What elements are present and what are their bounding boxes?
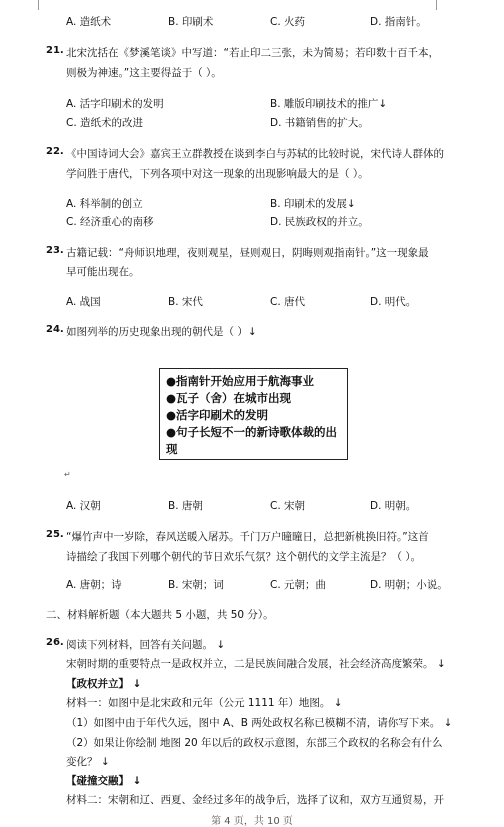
q20-option-b: B. 印刷术: [168, 16, 214, 28]
q23-option-a: A. 战国: [66, 296, 101, 308]
q25-number: 25.: [46, 529, 64, 540]
q26-subheading: 【碰撞交融】 ↓: [66, 775, 142, 787]
q22-option-a: A. 科举制的创立: [66, 198, 143, 210]
q26-line: （2）如果让你绘制 地图 20 年以后的政权示意图，东部三个政权的名称会有什么: [66, 737, 443, 749]
q26-line: 材料二：宋朝和辽、西夏、金经过多年的战争后，选择了议和，双方互通贸易，开: [66, 794, 444, 806]
q20-option-d: D. 指南针。: [370, 16, 427, 28]
q26-line: 变化？ ↓: [66, 756, 110, 768]
q24-box-item: ●瓦子（舍）在城市出现: [166, 391, 292, 405]
q23-option-b: B. 宋代: [168, 296, 203, 308]
q23-stem-line2: 早可能出现在。: [66, 266, 140, 278]
q23-number: 23.: [46, 245, 64, 256]
q25-option-b: B. 宋朝；词: [168, 579, 224, 591]
q24-box-item: ●指南针开始应用于航海事业: [166, 374, 315, 388]
q22-stem-line1: 《中国诗词大会》嘉宾王立群教授在谈到李白与苏轼的比较时说，宋代诗人群体的: [66, 148, 444, 160]
q26-line: 宋朝时期的重要特点一是政权并立，二是民族间融合发展，社会经济高度繁荣。 ↓: [66, 658, 446, 670]
q25-stem-line1: “爆竹声中一岁除，春风送暖入屠苏。千门万户曈曈日，总把新桃换旧符。”这首: [66, 531, 429, 543]
paragraph-mark: ↵: [64, 470, 71, 479]
q22-option-c: C. 经济重心的南移: [66, 216, 154, 228]
q25-stem-line2: 诗描绘了我国下列哪个朝代的节日欢乐气氛？这个朝代的文学主流是？（ ）。: [66, 551, 422, 563]
q24-figure-box: [159, 368, 348, 460]
q24-option-b: B. 唐朝: [168, 500, 203, 512]
page-footer: 第 4 页，共 10 页: [211, 816, 293, 827]
q20-option-a: A. 造纸术: [66, 16, 112, 28]
q20-option-c: C. 火药: [270, 16, 306, 28]
q24-option-c: C. 宋朝: [270, 500, 306, 512]
q22-number: 22.: [46, 146, 64, 157]
page-edge-left: [38, 0, 39, 10]
q23-option-d: D. 明代。: [370, 296, 417, 308]
q24-box-item: ●句子长短不一的新诗歌体裁的出现: [166, 425, 338, 456]
q21-option-d: D. 书籍销售的扩大。: [270, 117, 369, 129]
q25-option-d: D. 明朝；小说。: [370, 579, 448, 591]
q24-number: 24.: [46, 324, 64, 335]
q21-stem-line2: 则极为神速。”这主要得益于（ ）。: [66, 67, 222, 79]
section-heading: 二、材料解析题（本大题共 5 小题，共 50 分）。: [46, 609, 274, 621]
q25-option-a: A. 唐朝；诗: [66, 579, 122, 591]
q21-option-c: C. 造纸术的改进: [66, 117, 144, 129]
q26-line: 材料一：如图中是北宋政和元年（公元 1111 年）地图。 ↓: [66, 697, 343, 709]
q22-option-b: B. 印刷术的发展↓: [270, 198, 356, 210]
q21-option-b: B. 雕版印刷技术的推广↓: [270, 98, 388, 110]
q21-option-a: A. 活字印刷术的发明: [66, 98, 164, 110]
q26-line: （1）如图中由于年代久远，图中 A、B 两处政权名称已模糊不清，请你写下来。 ↓: [66, 717, 453, 729]
q26-subheading: 【政权并立】 ↓: [66, 678, 142, 690]
q21-number: 21.: [46, 45, 64, 56]
q25-option-c: C. 元朝；曲: [270, 579, 327, 591]
page-edge-right: [436, 0, 437, 10]
q26-line: 阅读下列材料，回答有关问题。 ↓: [66, 639, 226, 651]
q24-box-item: ●活字印刷术的发明: [166, 408, 269, 422]
q24-stem-line1: 如图列举的历史现象出现的朝代是（ ）↓: [66, 326, 257, 338]
q23-stem-line1: 古籍记载：“舟师识地理，夜则观星，昼则观日，阴晦则观指南针。”这一现象最: [66, 247, 429, 259]
q22-option-d: D. 民族政权的并立。: [270, 216, 369, 228]
q22-stem-line2: 学问胜于唐代，下列各项中对这一现象的出现影响最大的是（ ）。: [66, 168, 369, 180]
q24-option-d: D. 明朝。: [370, 500, 417, 512]
q21-stem-line1: 北宋沈括在《梦溪笔谈》中写道：“若止印二三张，未为简易；若印数十百千本，: [66, 47, 439, 59]
q23-option-c: C. 唐代: [270, 296, 306, 308]
q24-option-a: A. 汉朝: [66, 500, 101, 512]
q26-number: 26.: [46, 637, 64, 648]
